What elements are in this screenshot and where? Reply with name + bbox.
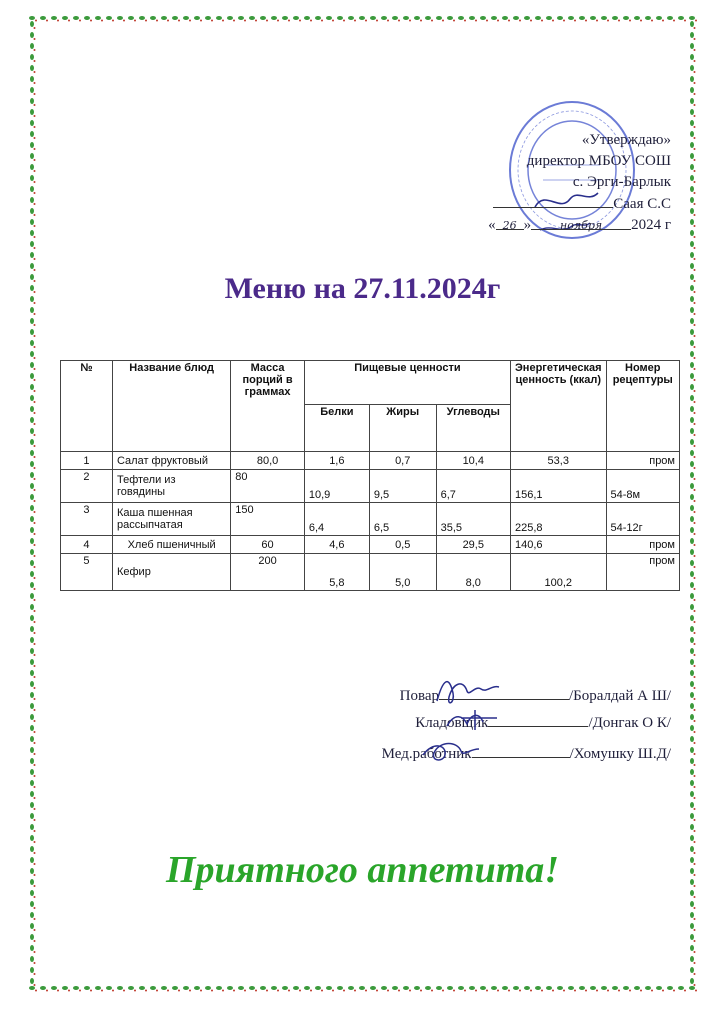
row-number: 3 bbox=[61, 503, 113, 536]
row-fat: 0,5 bbox=[369, 536, 436, 554]
approval-signature-line bbox=[431, 193, 671, 215]
page-title: Меню на 27.11.2024г bbox=[224, 272, 501, 305]
row-number: 4 bbox=[61, 536, 113, 554]
row-dish: Салат фруктовый bbox=[112, 452, 230, 470]
table-row bbox=[61, 536, 680, 554]
header-carbs: Углеводы bbox=[436, 405, 510, 452]
row-energy: 225,8 bbox=[510, 503, 606, 536]
medic-signature-row bbox=[311, 741, 671, 768]
approval-block bbox=[431, 130, 671, 236]
row-energy: 53,3 bbox=[510, 452, 606, 470]
row-carbs: 6,7 bbox=[436, 470, 510, 503]
table-row bbox=[61, 554, 680, 591]
row-energy: 140,6 bbox=[510, 536, 606, 554]
row-recipe: пром bbox=[606, 536, 679, 554]
row-dish: Кефир bbox=[112, 554, 230, 591]
approval-village: с. Эрги-Барлык bbox=[572, 174, 671, 190]
row-number: 5 bbox=[61, 554, 113, 591]
row-recipe: 54-8м bbox=[606, 470, 679, 503]
storekeeper-name: /Донгак О К/ bbox=[588, 715, 671, 731]
row-mass: 60 bbox=[231, 536, 305, 554]
cook-label: Повар bbox=[399, 688, 439, 704]
row-mass: 150 bbox=[231, 503, 305, 536]
row-carbs: 10,4 bbox=[436, 452, 510, 470]
header-mass: Масса порций в граммах bbox=[231, 361, 305, 452]
row-protein: 10,9 bbox=[304, 470, 369, 503]
menu-table bbox=[60, 360, 680, 591]
row-recipe: 54-12г bbox=[606, 503, 679, 536]
header-fat: Жиры bbox=[369, 405, 436, 452]
table-row bbox=[61, 452, 680, 470]
row-dish: Каша пшенная рассыпчатая bbox=[112, 503, 230, 536]
header-number: № bbox=[61, 361, 113, 452]
row-dish: Хлеб пшеничный bbox=[112, 536, 230, 554]
row-mass: 200 bbox=[231, 554, 305, 591]
approval-date-year: 2024 г bbox=[631, 217, 671, 233]
row-recipe: пром bbox=[606, 452, 679, 470]
row-dish: Тефтели из говядины bbox=[112, 470, 230, 503]
header-nutrition: Пищевые ценности bbox=[304, 361, 510, 405]
header-recipe: Номер рецептуры bbox=[606, 361, 679, 452]
row-fat: 0,7 bbox=[369, 452, 436, 470]
row-fat: 6,5 bbox=[369, 503, 436, 536]
row-protein: 4,6 bbox=[304, 536, 369, 554]
row-carbs: 35,5 bbox=[436, 503, 510, 536]
table-row bbox=[61, 503, 680, 536]
row-fat: 5,0 bbox=[369, 554, 436, 591]
medic-name: /Хомушку Ш.Д/ bbox=[569, 746, 671, 762]
medic-handwritten-signature bbox=[415, 735, 495, 769]
row-number: 2 bbox=[61, 470, 113, 503]
approval-date-month: ноября bbox=[531, 215, 631, 230]
approval-date-day: 26 bbox=[496, 215, 524, 230]
header-protein: Белки bbox=[304, 405, 369, 452]
staff-signatures bbox=[311, 683, 671, 768]
table-row bbox=[61, 470, 680, 503]
row-protein: 5,8 bbox=[304, 554, 369, 591]
row-carbs: 8,0 bbox=[436, 554, 510, 591]
row-carbs: 29,5 bbox=[436, 536, 510, 554]
storekeeper-label: Кладовщик bbox=[415, 715, 489, 731]
header-dish: Название блюд bbox=[112, 361, 230, 452]
approval-signer: Саая С.С bbox=[613, 196, 671, 212]
row-protein: 1,6 bbox=[304, 452, 369, 470]
closing-wish: Приятного аппетита! bbox=[165, 849, 560, 891]
storekeeper-handwritten-signature bbox=[441, 704, 511, 738]
cook-name: /Боралдай А Ш/ bbox=[568, 688, 671, 704]
approval-position: директор МБОУ СОШ bbox=[526, 153, 671, 169]
approval-date: « 26 » ноября 2024 г bbox=[488, 217, 671, 233]
storekeeper-signature-row bbox=[311, 710, 671, 737]
row-mass: 80,0 bbox=[231, 452, 305, 470]
row-mass: 80 bbox=[231, 470, 305, 503]
medic-label: Мед.работник bbox=[381, 746, 472, 762]
row-number: 1 bbox=[61, 452, 113, 470]
row-fat: 9,5 bbox=[369, 470, 436, 503]
row-recipe: пром bbox=[606, 554, 679, 591]
row-protein: 6,4 bbox=[304, 503, 369, 536]
approval-heading: «Утверждаю» bbox=[581, 132, 671, 148]
row-energy: 100,2 bbox=[510, 554, 606, 591]
header-energy: Энергетическая ценность (ккал) bbox=[510, 361, 606, 452]
row-energy: 156,1 bbox=[510, 470, 606, 503]
